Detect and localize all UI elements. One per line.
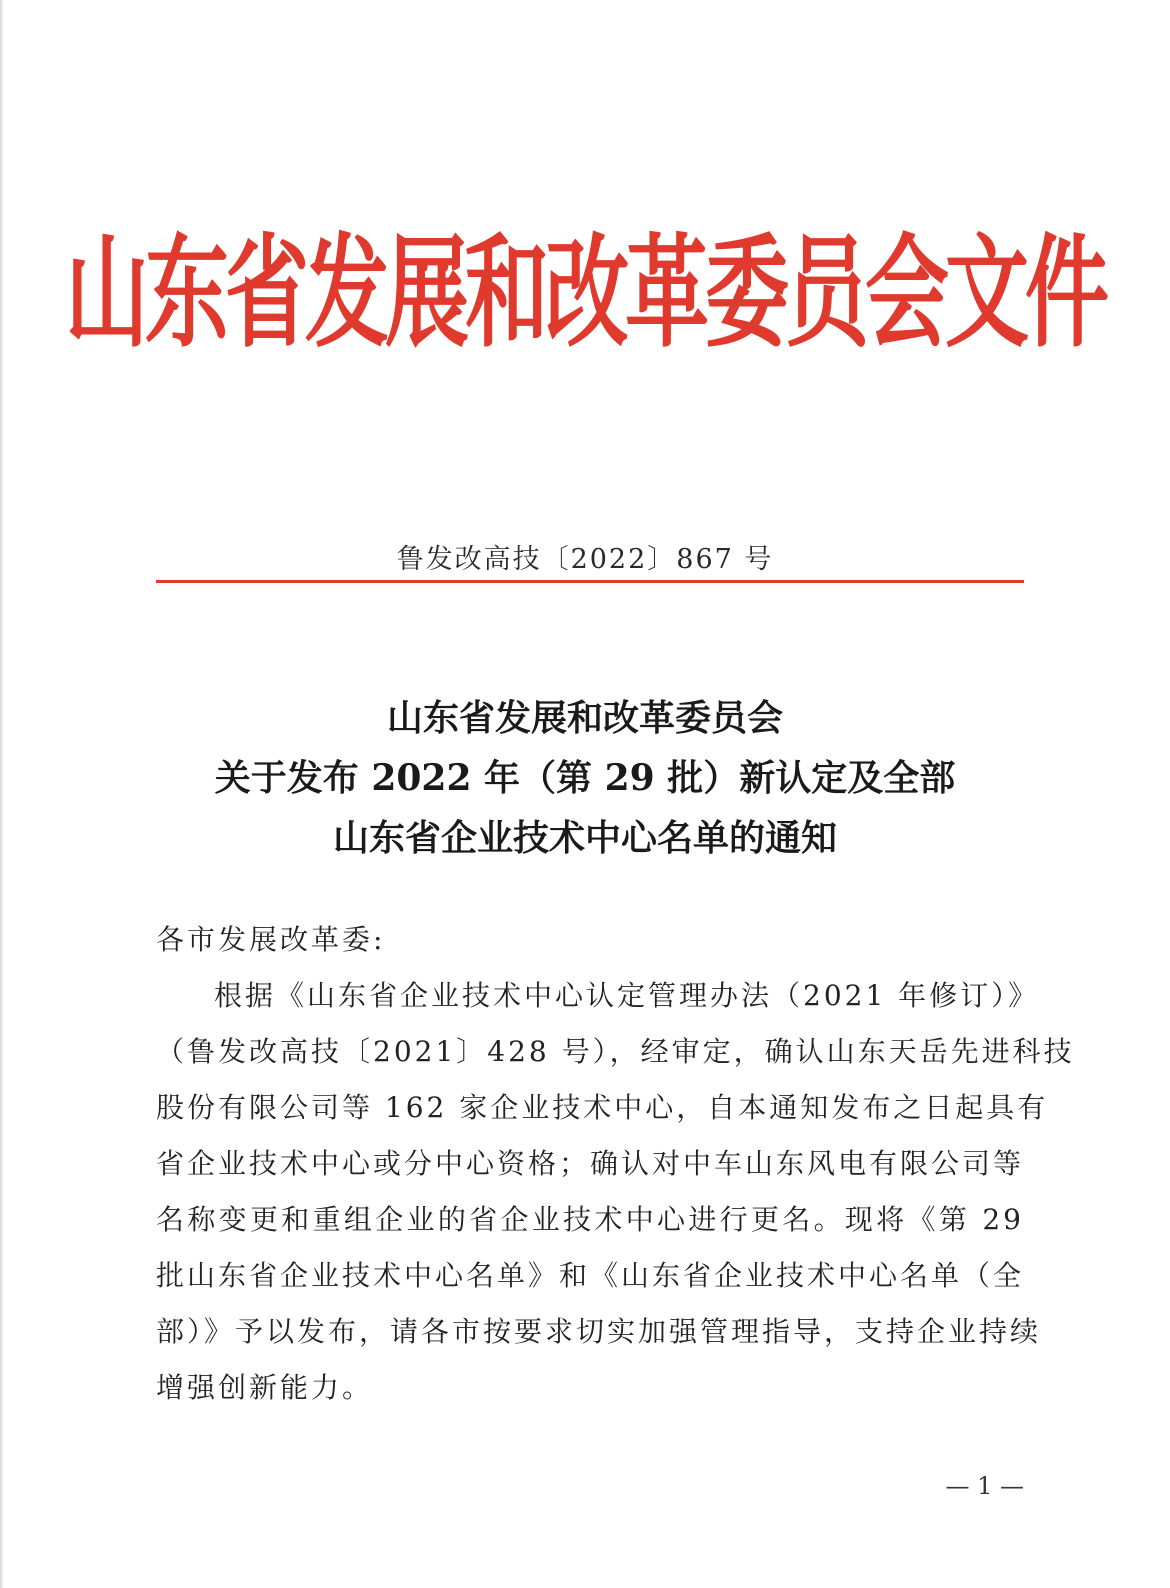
title-line-2: 关于发布 2022 年（第 29 批）新认定及全部	[214, 757, 956, 799]
body-line: （鲁发改高技〔2021〕428 号），经审定，确认山东天岳先进科技	[156, 1035, 1075, 1068]
salutation: 各市发展改革委:	[156, 923, 386, 956]
document-title	[150, 688, 1020, 868]
body-line: 部）》予以发布，请各市按要求切实加强管理指导，支持企业持续	[156, 1315, 1042, 1348]
masthead	[65, 218, 1106, 368]
body-line: 根据《山东省企业技术中心认定管理办法（2021 年修订）》	[214, 979, 1040, 1012]
document-body	[156, 912, 1075, 1416]
body-line: 省企业技术中心或分中心资格；确认对中车山东风电有限公司等	[156, 1147, 1025, 1180]
body-line: 增强创新能力。	[156, 1371, 374, 1404]
body-line: 股份有限公司等 162 家企业技术中心，自本通知发布之日起具有	[156, 1091, 1049, 1124]
page-edge-shadow	[0, 0, 4, 1588]
masthead-title: 山东省发展和改革委员会文件	[65, 220, 1106, 365]
body-line: 批山东省企业技术中心名单》和《山东省企业技术中心名单（全	[156, 1259, 1025, 1292]
document-number: 鲁发改高技〔2022〕867 号	[396, 544, 774, 575]
red-divider-line	[156, 580, 1024, 583]
body-line: 名称变更和重组企业的省企业技术中心进行更名。现将《第 29	[156, 1203, 1024, 1236]
title-line-3: 山东省企业技术中心名单的通知	[332, 817, 837, 859]
page-number: — 1 —	[945, 1472, 1024, 1500]
title-line-1: 山东省发展和改革委员会	[386, 697, 783, 739]
